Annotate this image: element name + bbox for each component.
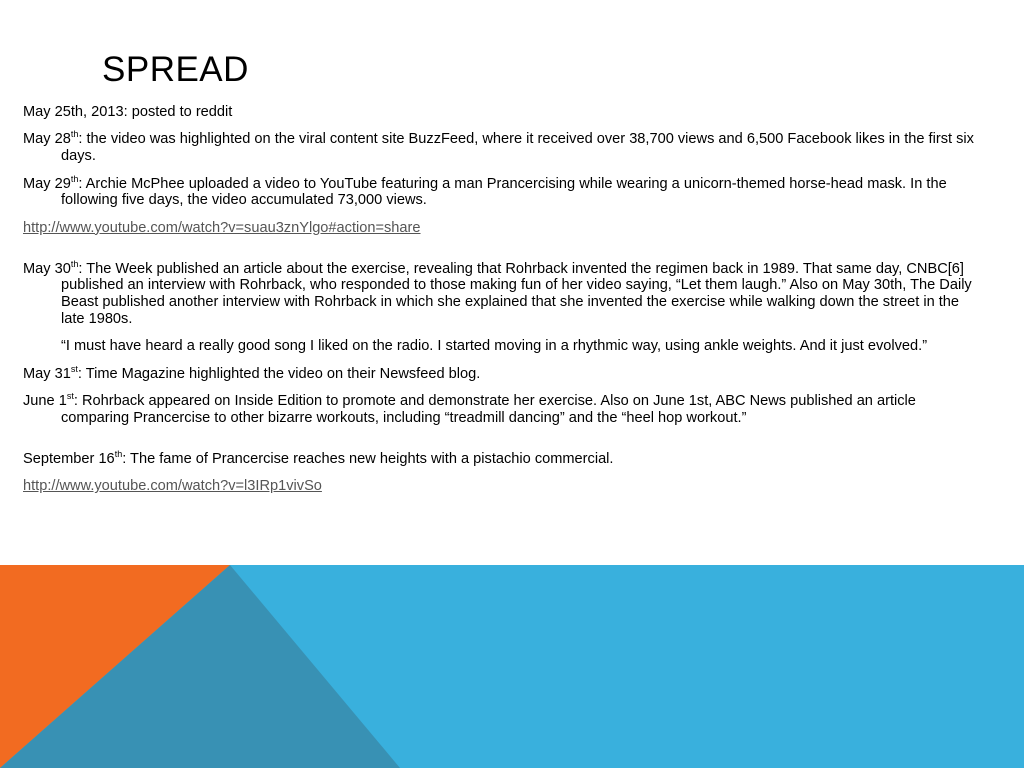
entry-date: May 28 [23,131,71,148]
slide-body [23,104,983,506]
slide-title: SPREAD [102,50,249,89]
entry-text: : Time Magazine highlighted the video on their Newsfeed blog. [77,365,481,382]
entry-date-suffix: th [114,448,123,459]
entry-june-1 [23,393,983,427]
entry-text: : posted to reddit [123,104,233,120]
entry-may-28 [23,131,983,165]
entry-date: September 16 [23,450,115,467]
entry-date-suffix: st [66,391,74,402]
entry-date: June 1 [23,393,67,410]
entry-date: May 31 [23,365,71,382]
entry-date-suffix: th [70,129,79,140]
entry-text: : the video was highlighted on the viral content site BuzzFeed, where it received over 38,700 views and 6,500 Facebook likes in the first six days. [61,131,974,165]
entry-date-suffix: th [70,173,79,184]
link-paragraph-2 [23,478,983,495]
rohrback-quote: “I must have heard a really good song I liked on the radio. I started moving in a rhythmic way, using ankle weights. And it just evolved.” [61,338,928,355]
entry-may-31 [23,363,983,383]
entry-date: May 25th, 2013 [23,104,124,120]
youtube-link-2[interactable]: http://www.youtube.com/watch?v=l3IRp1vivSo [23,478,322,495]
entry-date: May 29 [23,175,71,192]
entry-date-suffix: th [70,258,79,269]
entry-may-25 [23,104,983,121]
entry-may-29 [23,173,983,210]
entry-text: : The fame of Prancercise reaches new heights with a pistachio commercial. [122,450,614,467]
youtube-link-1[interactable]: http://www.youtube.com/watch?v=suau3znYlgo#action=share [23,219,421,236]
entry-date-suffix: st [70,363,78,374]
entry-september-16 [23,448,983,468]
entry-date: May 30 [23,260,71,277]
entry-text: : Archie McPhee uploaded a video to YouTube featuring a man Prancercising while wearing a unicorn-themed horse-head mask. In the following five days, the video accumulated 73,000 views. [61,175,947,209]
entry-text: : The Week published an article about the exercise, revealing that Rohrback invented the regimen back in 1989. That same day, CNBC[6] published an interview with Rohrback, who responded to those making fun of her video saying, “Let them laugh.” Also on May 30th, The Daily Beast published another interview with Rohrback in which she explained that she invented the exercise while walking down the street in the late 1980s. [61,260,972,327]
entry-may-30 [23,258,983,328]
link-paragraph-1 [23,220,983,237]
decorative-footer-shapes [0,565,1024,768]
entry-text: : Rohrback appeared on Inside Edition to promote and demonstrate her exercise. Also on June 1st, ABC News published an article comparing Prancercise to other bizarre workouts, including “treadmill dancing” and the “heel hop workout.” [61,393,916,426]
